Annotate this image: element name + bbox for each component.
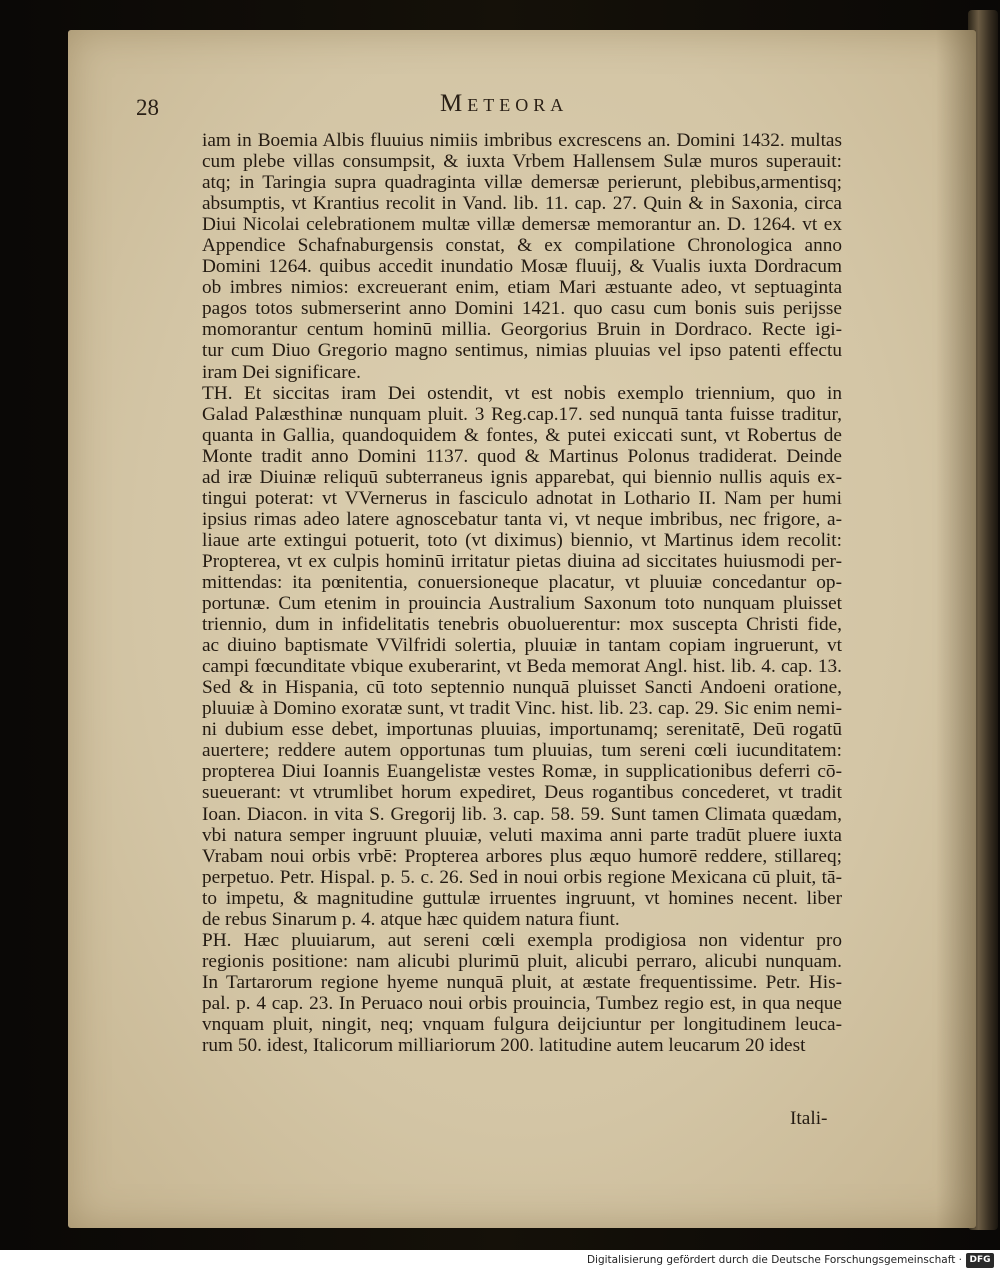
- text-line: de rebus Sinarum p. 4. atque hæc quidem natura fiunt.: [202, 908, 620, 930]
- text-line: momorantur centum hominū millia. Georgorius Bruin in Dordraco. Recte igi-: [202, 319, 842, 341]
- gutter-shadow: [936, 30, 976, 1228]
- text-line: sueuerant: vt vtrumlibet horum expediret, Deus rogantibus concederet, vt tradit: [202, 782, 842, 804]
- text-line: tur cum Diuo Gregorio magno sentimus, nimias pluuias vel ipso patenti effectu: [202, 340, 842, 362]
- text-line: In Tartarorum regione hyeme nunquā pluit, at æstate frequentissime. Petr. His-: [202, 971, 842, 993]
- text-line: TH. Et siccitas iram Dei ostendit, vt est nobis exemplo triennium, quo in: [202, 382, 842, 404]
- text-line: vbi natura semper ingruunt pluuiæ, veluti maxima anni parte tradūt pluere iuxta: [202, 824, 842, 846]
- text-line: PH. Hæc pluuiarum, aut sereni cœli exempla prodigiosa non videntur pro: [202, 929, 842, 951]
- body-text: [202, 130, 842, 1056]
- text-line: liaue arte extingui potuerit, toto (vt diximus) biennio, vt Martinus idem recolit:: [202, 529, 842, 551]
- text-line: auertere; reddere autem opportunas tum pluuias, tum sereni cœli iucunditatem:: [202, 740, 842, 762]
- text-line: vnquam pluit, ningit, neq; vnquam fulgura deijciuntur per longitudinem leuca-: [202, 1013, 842, 1035]
- text-line: portunæ. Cum etenim in prouincia Australium Saxonum toto nunquam pluisset: [202, 593, 842, 615]
- text-line: triennio, dum in infidelitatis tenebris obuoluerentur: mox suscepta Christi fide,: [202, 614, 842, 636]
- text-line: atq; in Taringia supra quadraginta villæ demersæ perierunt, plebibus,armentisq;: [202, 172, 842, 194]
- text-line: Vrabam noui orbis vrbē: Propterea arbores plus æquo humorē reddere, stillareq;: [202, 845, 842, 867]
- text-line: pal. p. 4 cap. 23. In Peruaco noui orbis prouincia, Tumbez regio est, in qua neque: [202, 992, 842, 1014]
- text-line: quanta in Gallia, quandoquidem & fontes, & putei exiccati sunt, vt Robertus de: [202, 424, 842, 446]
- text-line: cum plebe villas consumpsit, & iuxta Vrbem Hallensem Sulæ muros superauit:: [202, 151, 842, 173]
- running-head: Meteora: [440, 90, 569, 117]
- text-line: campi fœcunditate vbique exuberarint, vt Beda memorat Angl. hist. lib. 4. cap. 13.: [202, 656, 842, 678]
- text-line: Diui Nicolai celebrationem multæ villæ demersæ memorantur an. D. 1264. vt ex: [202, 214, 842, 236]
- text-line: ipsius rimas adeo latere agnoscebatur tanta vi, vt neque imbribus, nec frigore, a-: [202, 508, 842, 530]
- text-line: pagos totos submerserint anno Domini 1421. quo casu cum bonis suis perijsse: [202, 298, 842, 320]
- text-line: Appendice Schafnaburgensis constat, & ex compilatione Chronologica anno: [202, 235, 842, 257]
- footer-bar: [0, 1250, 1000, 1272]
- text-line: propterea Diui Ioannis Euangelistæ vestes Romæ, in supplicationibus deferri cō-: [202, 761, 842, 783]
- text-line: iram Dei significare.: [202, 361, 362, 383]
- text-line: pluuiæ à Domino exoratæ sunt, vt tradit Vinc. hist. lib. 23. cap. 29. Sic enim nemi-: [202, 698, 842, 720]
- text-line: ob imbres nimios: excreuerant enim, etiam Mari æstuante adeo, vt septuaginta: [202, 277, 842, 299]
- text-line: tingui poterat: vt VVernerus in fasciculo adnotat in Lothario II. Nam per humi: [202, 487, 842, 509]
- text-line: to impetu, & magnitudine guttulæ irruentes ingruunt, vt homines necent. liber: [202, 887, 842, 909]
- catchword: Itali-: [790, 1108, 828, 1129]
- text-line: regionis positione: nam alicubi plurimū pluit, alicubi perraro, alicubi nunquam.: [202, 950, 842, 972]
- text-line: absumptis, vt Krantius recolit in Vand. lib. 11. cap. 27. Quin & in Saxonia, circa: [202, 193, 842, 215]
- dfg-logo: DFG: [966, 1253, 994, 1268]
- text-line: ac diuino baptismate VVilfridi solertia, pluuiæ in tantam copiam ingruerunt, vt: [202, 635, 842, 657]
- text-line: perpetuo. Petr. Hispal. p. 5. c. 26. Sed in noui orbis regione Mexicana cū pluit, tā-: [202, 866, 842, 888]
- text-line: Domini 1264. quibus accedit inundatio Mosæ fluuij, & Vualis iuxta Dordracum: [202, 256, 842, 278]
- funding-note: Digitalisierung gefördert durch die Deutsche Forschungsgemeinschaft ·: [586, 1254, 962, 1266]
- page-number: 28: [136, 95, 159, 120]
- text-line: mittendas: ita pœnitentia, conuersioneque placatur, vt pluuiæ concedantur op-: [202, 571, 842, 593]
- text-line: ad iræ Diuinæ reliquū subterraneus ignis apparebat, qui biennio nullis aquis ex-: [202, 466, 842, 488]
- text-line: Ioan. Diacon. in vita S. Gregorij lib. 3. cap. 58. 59. Sunt tamen Climata quædam,: [202, 803, 842, 825]
- text-line: Monte tradit anno Domini 1137. quod & Martinus Polonus tradiderat. Deinde: [202, 445, 842, 467]
- text-line: Sed & in Hispania, cū toto septennio nunquā pluisset Sancti Andoeni oratione,: [202, 677, 842, 699]
- text-line: Propterea, vt ex culpis hominū irritatur pietas diuina ad siccitates huiusmodi per-: [202, 550, 842, 572]
- text-line: rum 50. idest, Italicorum milliariorum 200. latitudine autem leucarum 20 idest: [202, 1035, 806, 1057]
- text-line: iam in Boemia Albis fluuius nimiis imbribus excrescens an. Domini 1432. multas: [202, 130, 842, 151]
- text-line: ni dubium esse debet, importunas pluuias, importunamq; serenitatē, Deū rogatū: [202, 719, 842, 741]
- text-line: Galad Palæsthinæ nunquam pluit. 3 Reg.cap.17. sed nunquā tanta fuisse traditur,: [202, 403, 842, 425]
